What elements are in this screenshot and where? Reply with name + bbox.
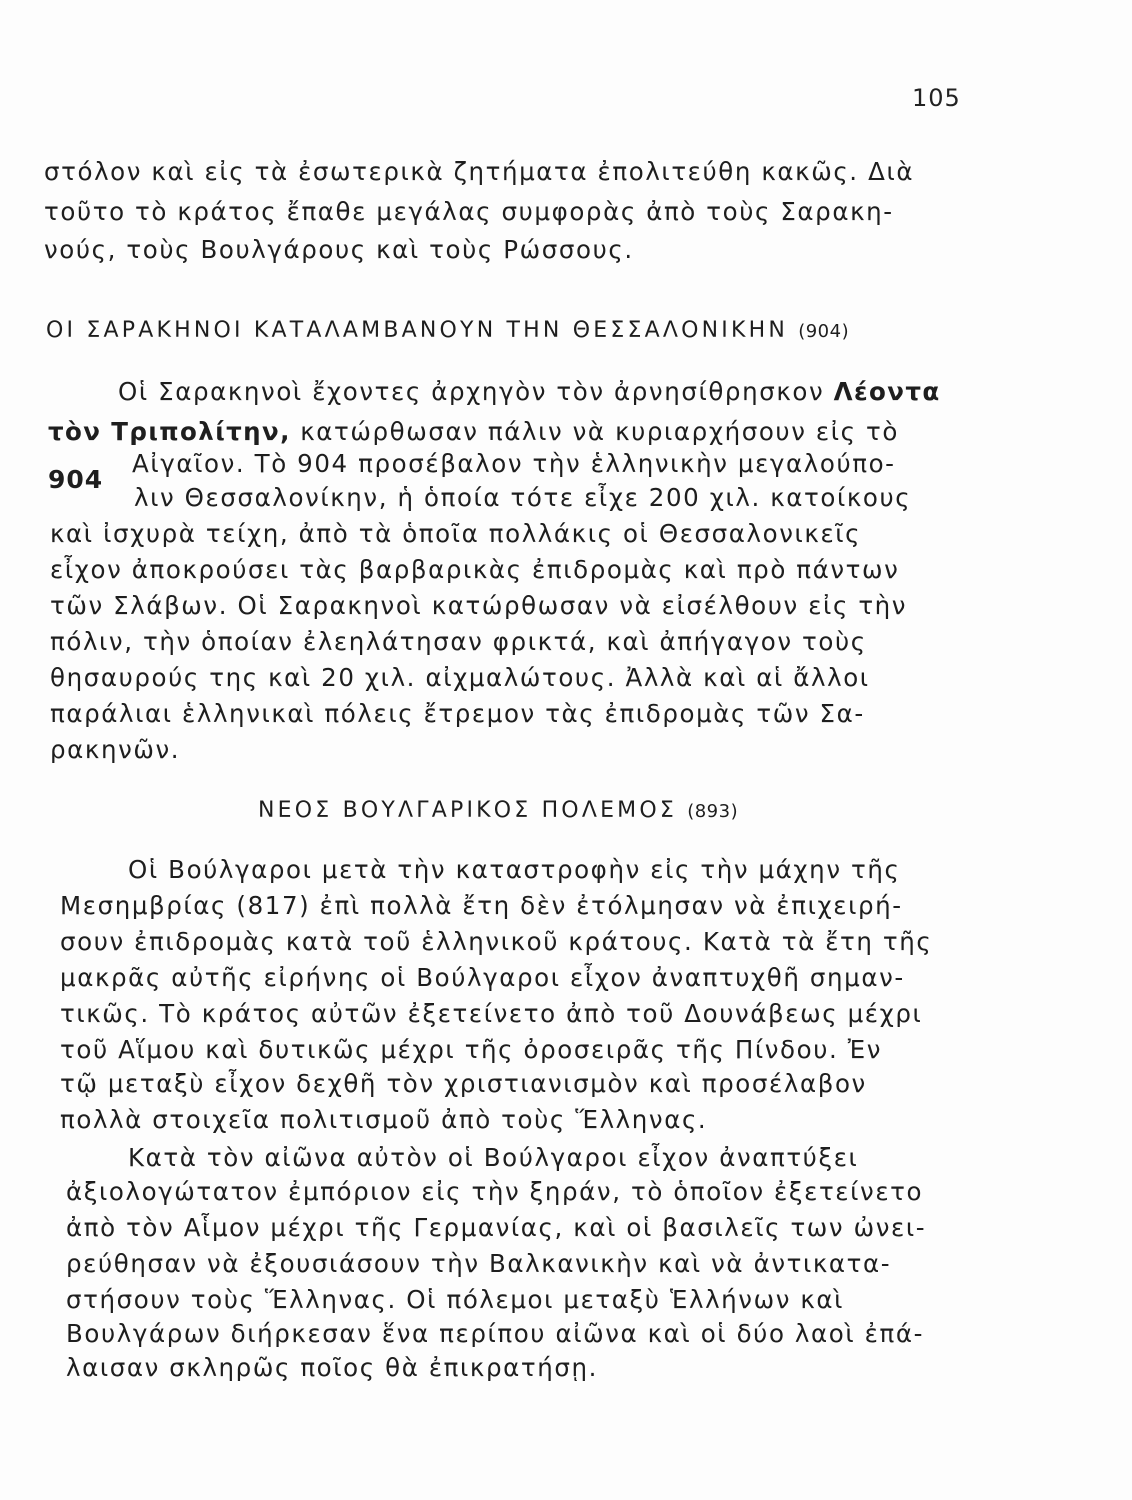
paragraph-line: ρεύθησαν νὰ ἐξουσιάσουν τὴν Βαλκανικὴν καὶ νὰ ἀντικατα- — [66, 1249, 892, 1278]
intro-line: τοῦτο τὸ κράτος ἔπαθε μεγάλας συμφορὰς ἀπὸ τοὺς Σαρακη- — [44, 197, 894, 226]
section-heading-saracens — [46, 320, 849, 342]
margin-year-note: 904 — [48, 465, 104, 494]
paragraph-line — [118, 377, 941, 406]
paragraph-line: στήσουν τοὺς Ἕλληνας. Οἱ πόλεμοι μεταξὺ Ἑλλήνων καὶ — [66, 1285, 845, 1314]
paragraph-line: Κατὰ τὸν αἰῶνα αὐτὸν οἱ Βούλγαροι εἶχον ἀναπτύξει — [128, 1143, 859, 1172]
paragraph-line: πολλὰ στοιχεῖα πολιτισμοῦ ἀπὸ τοὺς Ἕλληνας. — [60, 1105, 708, 1134]
paragraph-line: Αἰγαῖον. Τὸ 904 προσέβαλον τὴν ἑλληνικὴν μεγαλούπο- — [132, 449, 896, 478]
paragraph-line: πόλιν, τὴν ὁποίαν ἐλεηλάτησαν φρικτά, καὶ ἀπήγαγον τοὺς — [50, 627, 867, 656]
paragraph-line — [48, 417, 899, 446]
name-bold: τὸν Τριπολίτην, — [48, 417, 291, 446]
paragraph-line: σουν ἐπιδρομὰς κατὰ τοῦ ἑλληνικοῦ κράτους. Κατὰ τὰ ἔτη τῆς — [60, 927, 933, 956]
paragraph-line: λιν Θεσσαλονίκην, ἡ ὁποία τότε εἶχε 200 χιλ. κατοίκους — [134, 483, 912, 512]
heading-year: (904) — [798, 321, 850, 342]
paragraph-line: Οἱ Βούλγαροι μετὰ τὴν καταστροφὴν εἰς τὴν μάχην τῆς — [128, 855, 901, 884]
paragraph-line: ἀπὸ τὸν Αἷμον μέχρι τῆς Γερμανίας, καὶ οἱ βασιλεῖς των ὠνει- — [66, 1213, 927, 1242]
paragraph-line: τοῦ Αἵμου καὶ δυτικῶς μέχρι τῆς ὀροσειρᾶς τῆς Πίνδου. Ἐν — [60, 1035, 883, 1064]
heading-text: ΟΙ ΣΑΡΑΚΗΝΟΙ ΚΑΤΑΛΑΜΒΑΝΟΥΝ ΤΗΝ ΘΕΣΣΑΛΟΝΙΚΗΝ — [46, 318, 788, 343]
paragraph-line: λαισαν σκληρῶς ποῖος θὰ ἐπικρατήσῃ. — [66, 1353, 598, 1382]
paragraph-line: μακρᾶς αὐτῆς εἰρήνης οἱ Βούλγαροι εἶχον ἀναπτυχθῆ σημαν- — [60, 963, 905, 992]
paragraph-line: εἶχον ἀποκρούσει τὰς βαρβαρικὰς ἐπιδρομὰς καὶ πρὸ πάντων — [50, 555, 900, 584]
paragraph-line: ἀξιολογώτατον ἐμπόριον εἰς τὴν ξηράν, τὸ ὁποῖον ἐξετείνετο — [66, 1177, 924, 1206]
section-heading-bulgarian-war — [258, 800, 738, 822]
paragraph-line: Μεσημβρίας (817) ἐπὶ πολλὰ ἔτη δὲν ἐτόλμησαν νὰ ἐπιχειρή- — [60, 891, 903, 920]
paragraph-line: τῶν Σλάβων. Οἱ Σαρακηνοὶ κατώρθωσαν νὰ εἰσέλθουν εἰς τὴν — [50, 591, 908, 620]
intro-line: στόλον καὶ εἰς τὰ ἐσωτερικὰ ζητήματα ἐπολιτεύθη κακῶς. Διὰ — [44, 157, 915, 186]
page-number: 105 — [912, 84, 961, 112]
heading-year: (893) — [687, 801, 739, 822]
paragraph-line: παράλιαι ἑλληνικαὶ πόλεις ἔτρεμον τὰς ἐπιδρομὰς τῶν Σα- — [50, 699, 865, 728]
paragraph-line: θησαυρούς της καὶ 20 χιλ. αἰχμαλώτους. Ἀλλὰ καὶ αἱ ἄλλοι — [50, 663, 870, 692]
paragraph-line: τῷ μεταξὺ εἶχον δεχθῆ τὸν χριστιανισμὸν καὶ προσέλαβον — [60, 1069, 867, 1098]
paragraph-line: τικῶς. Τὸ κράτος αὐτῶν ἐξετείνετο ἀπὸ τοῦ Δουνάβεως μέχρι — [60, 999, 923, 1028]
paragraph-line: καὶ ἰσχυρὰ τείχη, ἀπὸ τὰ ὁποῖα πολλάκις οἱ Θεσσαλονικεῖς — [50, 519, 862, 548]
heading-text: ΝΕΟΣ ΒΟΥΛΓΑΡΙΚΟΣ ΠΟΛΕΜΟΣ — [258, 798, 677, 823]
name-bold: Λέοντα — [833, 377, 941, 406]
intro-line: νούς, τοὺς Βουλγάρους καὶ τοὺς Ρώσσους. — [44, 235, 634, 264]
paragraph-line: ρακηνῶν. — [50, 735, 181, 764]
paragraph-line: Βουλγάρων διήρκεσαν ἕνα περίπου αἰῶνα καὶ οἱ δύο λαοὶ ἐπά- — [66, 1319, 925, 1348]
line-text: Οἱ Σαρακηνοὶ ἔχοντες ἀρχηγὸν τὸν ἀρνησίθρησκον — [118, 377, 825, 406]
line-text: κατώρθωσαν πάλιν νὰ κυριαρχήσουν εἰς τὸ — [300, 417, 899, 446]
